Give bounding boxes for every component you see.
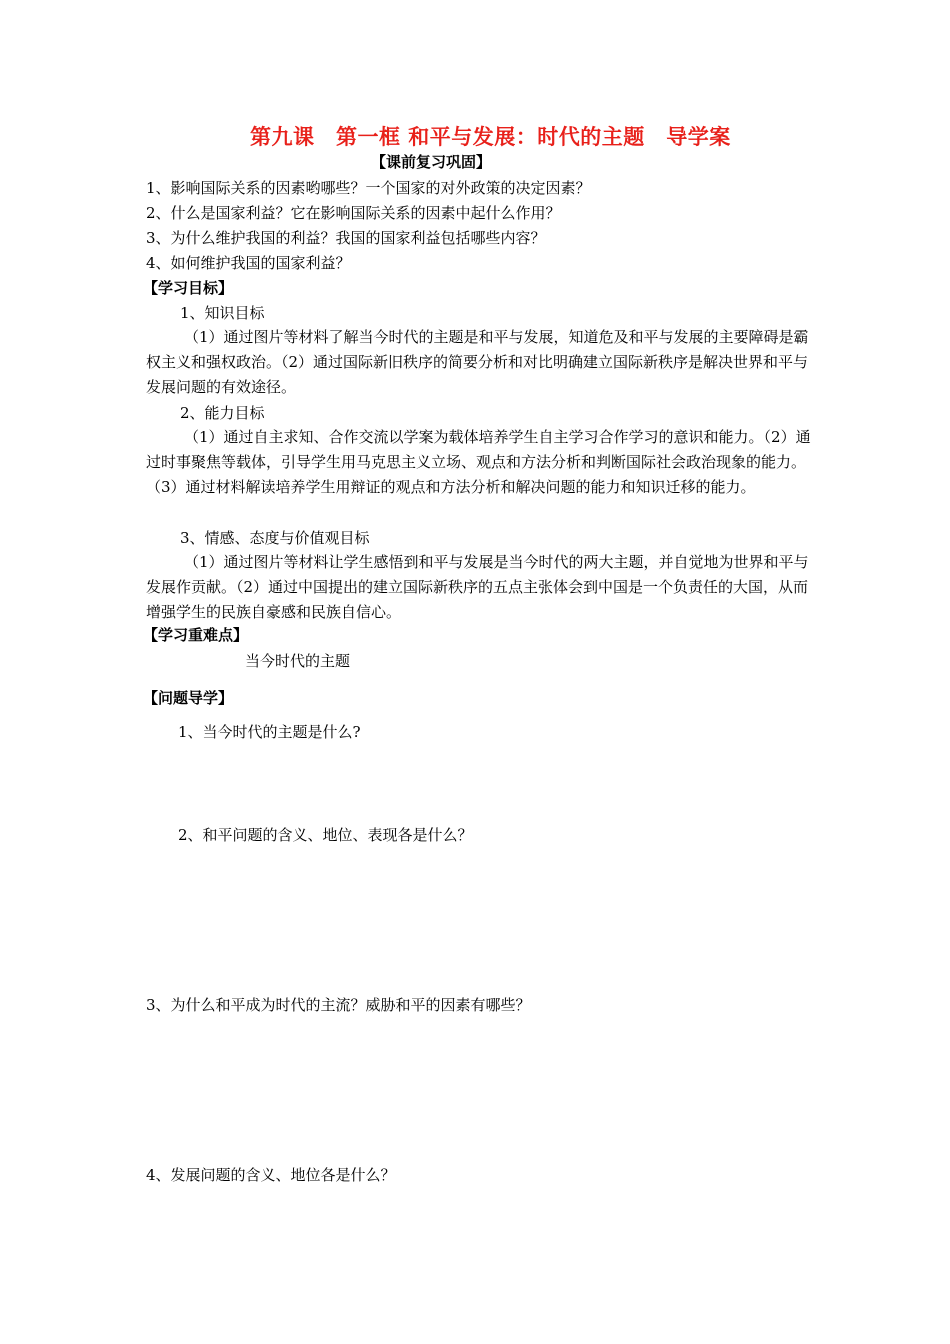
review-item-4: 4、如何维护我国的国家利益？ [146,254,351,272]
review-heading: 【课前复习巩固】 [371,153,492,171]
key-points-text: 当今时代的主题 [245,652,351,670]
ability-goal-text: （1）通过自主求知、合作交流以学案为载体培养学生自主学习合作学习的意识和能力。（2）通过时事聚焦等载体，引导学生用马克思主义立场、观点和方法分析和判断国际社会政治现象的能力。（3）通过材料解读培养学生用辩证的观点和方法分析和解决问题的能力和知识迁移的能力。 [146,428,811,496]
key-points-heading: 【学习重难点】 [143,626,249,644]
goals-heading: 【学习目标】 [143,279,234,297]
emotion-goal-text: （1）通过图片等材料让学生感悟到和平与发展是当今时代的两大主题，并自觉地为世界和平与发展作贡献。（2）通过中国提出的建立国际新秩序的五点主张体会到中国是一个负责任的大国，从而增强学生的民族自豪感和民族自信心。 [146,553,809,621]
question-4: 4、发展问题的含义、地位各是什么？ [146,1166,396,1184]
review-item-1: 1、影响国际关系的因素哟哪些？一个国家的对外政策的决定因素？ [146,179,591,197]
questions-heading: 【问题导学】 [143,689,234,707]
review-item-3: 3、为什么维护我国的利益？我国的国家利益包括哪些内容？ [146,229,546,247]
review-item-2: 2、什么是国家利益？它在影响国际关系的因素中起什么作用？ [146,204,561,222]
document-title: 第九课 第一框 和平与发展：时代的主题 导学案 [250,125,731,149]
emotion-goal-title: 3、情感、态度与价值观目标 [180,529,370,547]
question-3: 3、为什么和平成为时代的主流？威胁和平的因素有哪些？ [146,996,531,1014]
question-1: 1、当今时代的主题是什么? [178,723,361,741]
ability-goal-title: 2、能力目标 [180,404,265,422]
knowledge-goal-title: 1、知识目标 [180,304,265,322]
knowledge-goal-text: （1）通过图片等材料了解当今时代的主题是和平与发展，知道危及和平与发展的主要障碍是霸权主义和强权政治。（2）通过国际新旧秩序的简要分析和对比明确建立国际新秩序是解决世界和平与发展问题的有效途径。 [146,328,809,396]
question-2: 2、和平问题的含义、地位、表现各是什么？ [178,826,473,844]
